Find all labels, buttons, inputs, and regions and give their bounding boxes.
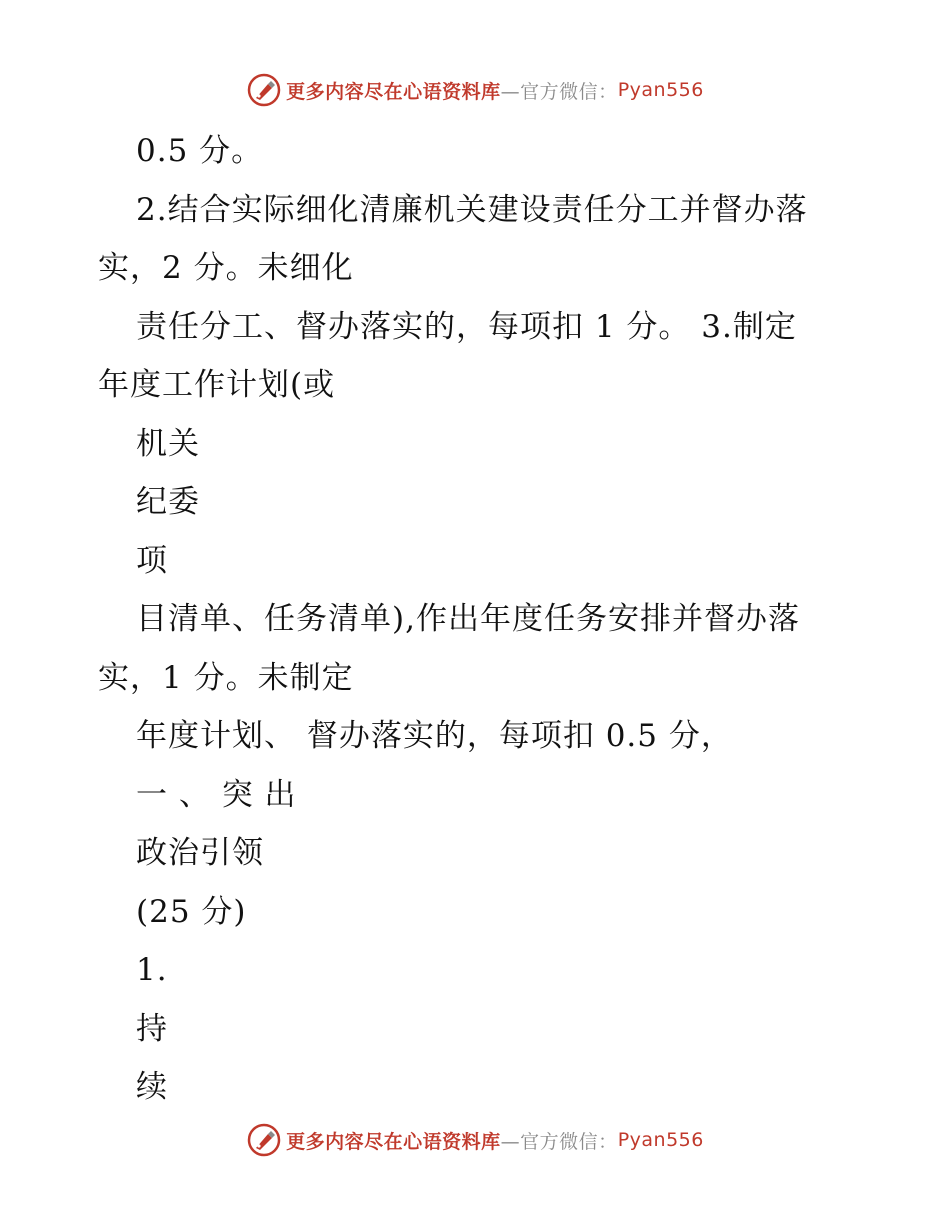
body-line: 目清单、任务清单),作出年度任务安排并督办落 — [136, 601, 800, 637]
body-line: 政治引领 — [136, 835, 264, 871]
banner-main-text: 更多内容尽在心语资料库 — [286, 80, 501, 103]
body-line: 实，2 分。未细化 — [98, 250, 354, 286]
body-line: 纪委 — [136, 484, 200, 520]
body-line: 续 — [136, 1069, 168, 1105]
body-line: 持 — [136, 1010, 168, 1047]
footer-banner — [0, 1120, 950, 1160]
banner-brand-text: Pyan556 — [617, 1129, 704, 1151]
banner-brand-text: Pyan556 — [617, 79, 704, 101]
pen-nib-icon — [246, 72, 282, 108]
body-line: 0.5 分。 — [136, 133, 264, 169]
body-line: (25 分) — [136, 893, 247, 930]
body-line: 项 — [136, 542, 168, 579]
banner-main-text: 更多内容尽在心语资料库 — [286, 1130, 501, 1153]
body-line: 机关 — [136, 425, 200, 462]
body-line: 年度工作计划(或 — [98, 367, 336, 403]
body-line: 责任分工、督办落实的，每项扣 1 分。 3.制定 — [136, 308, 797, 345]
body-line: 实，1 分。未制定 — [98, 659, 354, 696]
banner-sub-text: —官方微信： — [500, 1130, 618, 1153]
header-banner — [0, 70, 950, 110]
pen-nib-icon — [246, 1122, 282, 1158]
body-line: 年度计划、 督办落实的，每项扣 0.5 分， — [136, 718, 733, 754]
body-line: 2.结合实际细化清廉机关建设责任分工并督办落 — [136, 191, 808, 228]
section-heading: 一 、 突 出 — [136, 776, 297, 813]
body-line: 1. — [136, 952, 168, 988]
banner-sub-text: —官方微信： — [500, 80, 618, 103]
document-body — [98, 122, 858, 1117]
